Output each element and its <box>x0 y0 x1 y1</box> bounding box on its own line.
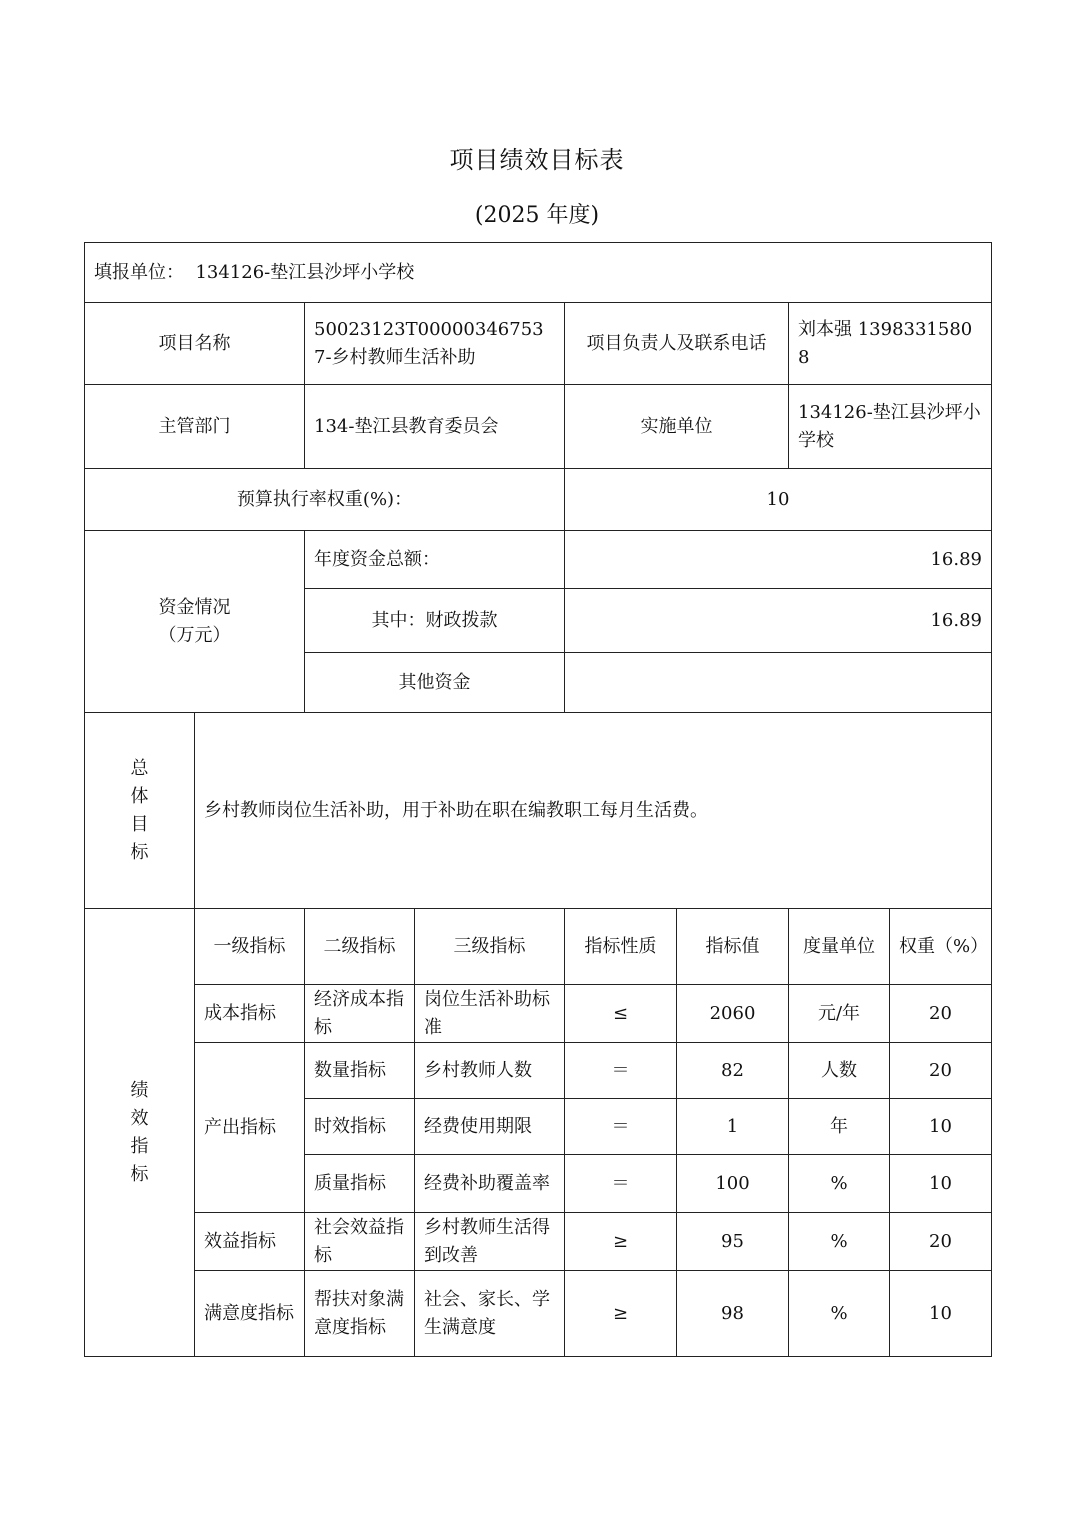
value-cell: 98 <box>677 1271 789 1357</box>
unit-cell: 元/年 <box>789 985 890 1043</box>
level2-cell: 帮扶对象满意度指标 <box>305 1271 415 1357</box>
funds-label <box>85 531 305 713</box>
reporting-unit-label: 填报单位： <box>94 261 184 283</box>
level2-cell: 社会效益指标 <box>305 1213 415 1271</box>
overall-goal-char: 目 <box>130 813 149 835</box>
level2-cell: 质量指标 <box>305 1155 415 1213</box>
level3-cell: 乡村教师生活得到改善 <box>415 1213 565 1271</box>
funds-total-value: 16.89 <box>565 531 992 589</box>
header-level1: 一级指标 <box>195 909 305 985</box>
unit-cell: 年 <box>789 1099 890 1155</box>
nature-cell: ＝ <box>565 1043 677 1099</box>
weight-cell: 20 <box>890 1043 992 1099</box>
impl-unit-label: 实施单位 <box>565 385 789 469</box>
project-name-label: 项目名称 <box>85 303 305 385</box>
overall-goal-char: 标 <box>130 841 149 863</box>
value-cell: 1 <box>677 1099 789 1155</box>
overall-goal-text: 乡村教师岗位生活补助，用于补助在职在编教职工每月生活费。 <box>195 713 992 909</box>
weight-cell: 20 <box>890 1213 992 1271</box>
nature-cell: ≥ <box>565 1271 677 1357</box>
nature-cell: ≥ <box>565 1213 677 1271</box>
header-level3: 三级指标 <box>415 909 565 985</box>
performance-indicator-char: 标 <box>130 1163 149 1185</box>
impl-unit-value: 134126-垫江县沙坪小学校 <box>789 385 992 469</box>
weight-cell: 10 <box>890 1155 992 1213</box>
header-unit: 度量单位 <box>789 909 890 985</box>
page-subtitle-year: (2025 年度) <box>474 203 600 228</box>
performance-indicator-label <box>85 909 195 1357</box>
level3-cell: 岗位生活补助标准 <box>415 985 565 1043</box>
weight-cell: 10 <box>890 1099 992 1155</box>
table-row <box>85 1271 992 1357</box>
funds-other-label: 其他资金 <box>305 653 565 713</box>
performance-indicator-char: 效 <box>130 1107 149 1129</box>
funds-fiscal-value: 16.89 <box>565 589 992 653</box>
nature-cell: ≤ <box>565 985 677 1043</box>
header-weight: 权重（%） <box>890 909 992 985</box>
level3-cell: 社会、家长、学生满意度 <box>415 1271 565 1357</box>
value-cell: 95 <box>677 1213 789 1271</box>
header-nature: 指标性质 <box>565 909 677 985</box>
project-name-value: 50023123T000003467537-乡村教师生活补助 <box>305 303 565 385</box>
performance-indicator-char: 绩 <box>130 1079 149 1101</box>
overall-goal-label <box>85 713 195 909</box>
unit-cell: 人数 <box>789 1043 890 1099</box>
page-title: 项目绩效目标表 <box>449 146 625 174</box>
level2-cell: 时效指标 <box>305 1099 415 1155</box>
nature-cell: ＝ <box>565 1155 677 1213</box>
funds-fiscal-label: 其中：财政拨款 <box>305 589 565 653</box>
level3-cell: 经费使用期限 <box>415 1099 565 1155</box>
reporting-unit-value: 134126-垫江县沙坪小学校 <box>195 261 415 283</box>
header-value: 指标值 <box>677 909 789 985</box>
overall-goal-char: 总 <box>130 757 149 779</box>
level1-cell: 满意度指标 <box>195 1271 305 1357</box>
funds-label-line2: （万元） <box>158 624 231 646</box>
level1-cell: 产出指标 <box>195 1043 305 1213</box>
performance-target-table <box>84 242 992 1357</box>
funds-label-line1: 资金情况 <box>158 596 231 618</box>
unit-cell: % <box>789 1213 890 1271</box>
table-row <box>85 1213 992 1271</box>
value-cell: 2060 <box>677 985 789 1043</box>
value-cell: 82 <box>677 1043 789 1099</box>
owner-value: 刘本强 13983315808 <box>789 303 992 385</box>
owner-label: 项目负责人及联系电话 <box>565 303 789 385</box>
unit-cell: % <box>789 1271 890 1357</box>
weight-cell: 20 <box>890 985 992 1043</box>
unit-cell: % <box>789 1155 890 1213</box>
level2-cell: 经济成本指标 <box>305 985 415 1043</box>
budget-rate-label: 预算执行率权重(%)： <box>85 469 565 531</box>
table-row <box>85 985 992 1043</box>
header-level2: 二级指标 <box>305 909 415 985</box>
funds-other-value <box>565 653 992 713</box>
dept-value: 134-垫江县教育委员会 <box>305 385 565 469</box>
reporting-unit-cell <box>85 243 992 303</box>
level1-cell: 效益指标 <box>195 1213 305 1271</box>
table-row <box>85 1043 992 1099</box>
value-cell: 100 <box>677 1155 789 1213</box>
performance-indicator-char: 指 <box>130 1135 149 1157</box>
weight-cell: 10 <box>890 1271 992 1357</box>
level2-cell: 数量指标 <box>305 1043 415 1099</box>
level1-cell: 成本指标 <box>195 985 305 1043</box>
nature-cell: ＝ <box>565 1099 677 1155</box>
budget-rate-value: 10 <box>565 469 992 531</box>
dept-label: 主管部门 <box>85 385 305 469</box>
funds-total-label: 年度资金总额： <box>305 531 565 589</box>
overall-goal-char: 体 <box>130 785 149 807</box>
level3-cell: 乡村教师人数 <box>415 1043 565 1099</box>
level3-cell: 经费补助覆盖率 <box>415 1155 565 1213</box>
